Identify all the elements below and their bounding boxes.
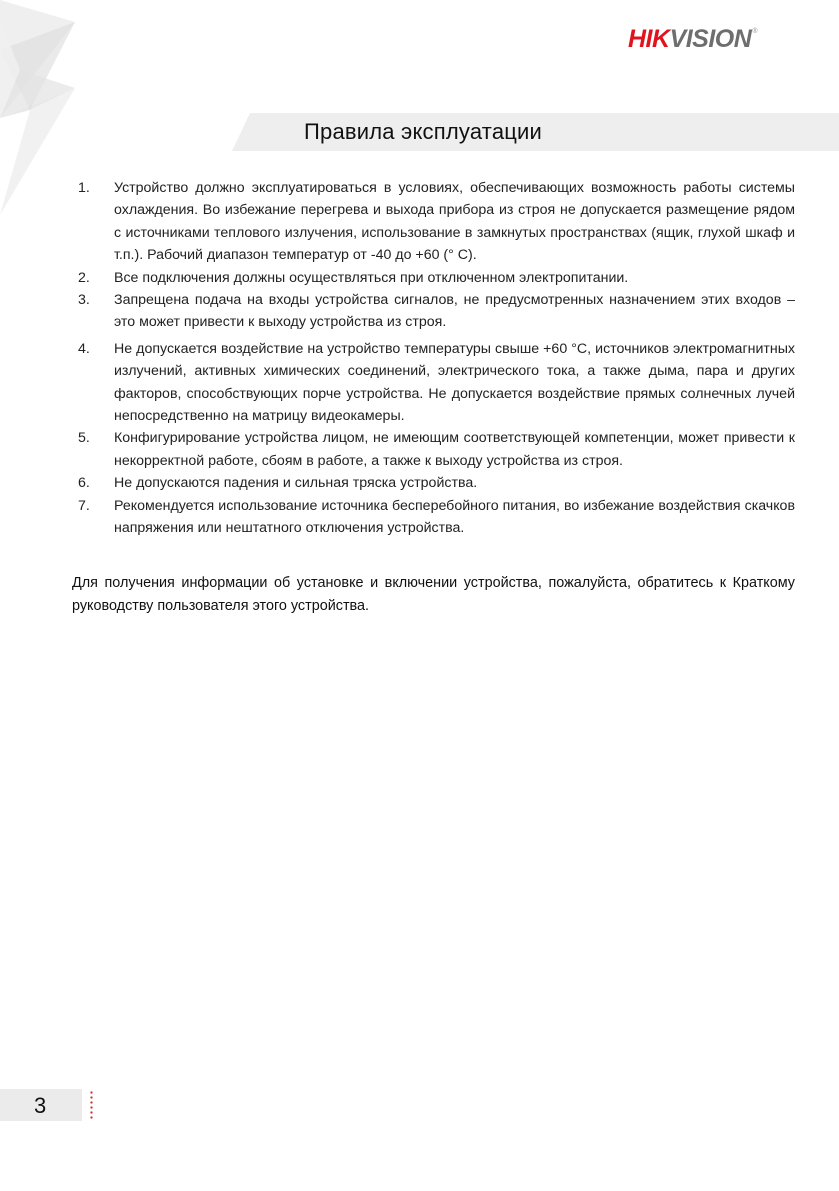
page-title: Правила эксплуатации (304, 119, 543, 144)
rule-text: Запрещена подача на входы устройства сигналов, не предусмотренных назначением этих входов – это может привести к выходу устройства из строя. (114, 292, 795, 331)
operating-rules-list (78, 177, 795, 540)
section-title-band (232, 113, 839, 151)
rule-text: Не допускаются падения и сильная тряска устройства. (114, 475, 478, 492)
rule-item-2 (78, 267, 795, 289)
rule-text: Конфигурирование устройства лицом, не имеющим соответствующей компетенции, может привести к некорректной работе, сбоям в работе, а также к выходу устройства из строя. (114, 430, 795, 469)
rule-text: Не допускается воздействие на устройство температуры свыше +60 °C, источников электромагнитных излучений, активных химических соединений, электрического тока, а также дыма, пара и других факторов, способствующих порче устройства. Не допускается воздействие прямых солнечных лучей непосредственно на матрицу видеокамеры. (114, 340, 795, 425)
rule-text: Устройство должно эксплуатироваться в условиях, обеспечивающих возможность работы системы охлаждения. Во избежание перегрева и выхода прибора из строя не допускается размещение рядом с источниками теплового излучения, использование в замкнутых пространствах (ящик, глухой шкаф и т.п.). Рабочий диапазон температур от -40 до +60 (° C). (114, 180, 795, 264)
rule-text: Рекомендуется использование источника бесперебойного питания, во избежание воздействия скачков напряжения или нештатного отключения устройства. (114, 497, 795, 537)
rule-item-5 (78, 427, 795, 472)
rule-number: 3. (78, 292, 90, 309)
rule-text: Все подключения должны осуществляться при отключенном электропитании. (114, 269, 629, 286)
hikvision-logo (628, 24, 757, 54)
rule-number: 6. (78, 475, 90, 492)
page-number: 3 (34, 1093, 47, 1118)
quick-guide-note: Для получения информации об установке и включении устройства, пожалуйста, обратитесь к Краткому руководству пользователя этого устройства. (72, 575, 795, 614)
registered-mark-icon: ® (752, 28, 757, 35)
rule-item-3 (78, 289, 795, 334)
logo-text-vision: VISION (669, 25, 752, 53)
rule-item-4 (78, 338, 795, 428)
rule-item-6 (78, 472, 795, 494)
logo-text-hik: HIK (628, 25, 670, 53)
rule-number: 2. (78, 269, 90, 286)
rule-item-1 (78, 177, 795, 267)
rule-number: 7. (78, 497, 90, 514)
rule-number: 1. (78, 180, 90, 196)
rule-number: 5. (78, 430, 90, 447)
rule-number: 4. (78, 340, 90, 357)
dotted-divider (90, 1090, 93, 1120)
rule-item-7 (78, 495, 795, 540)
